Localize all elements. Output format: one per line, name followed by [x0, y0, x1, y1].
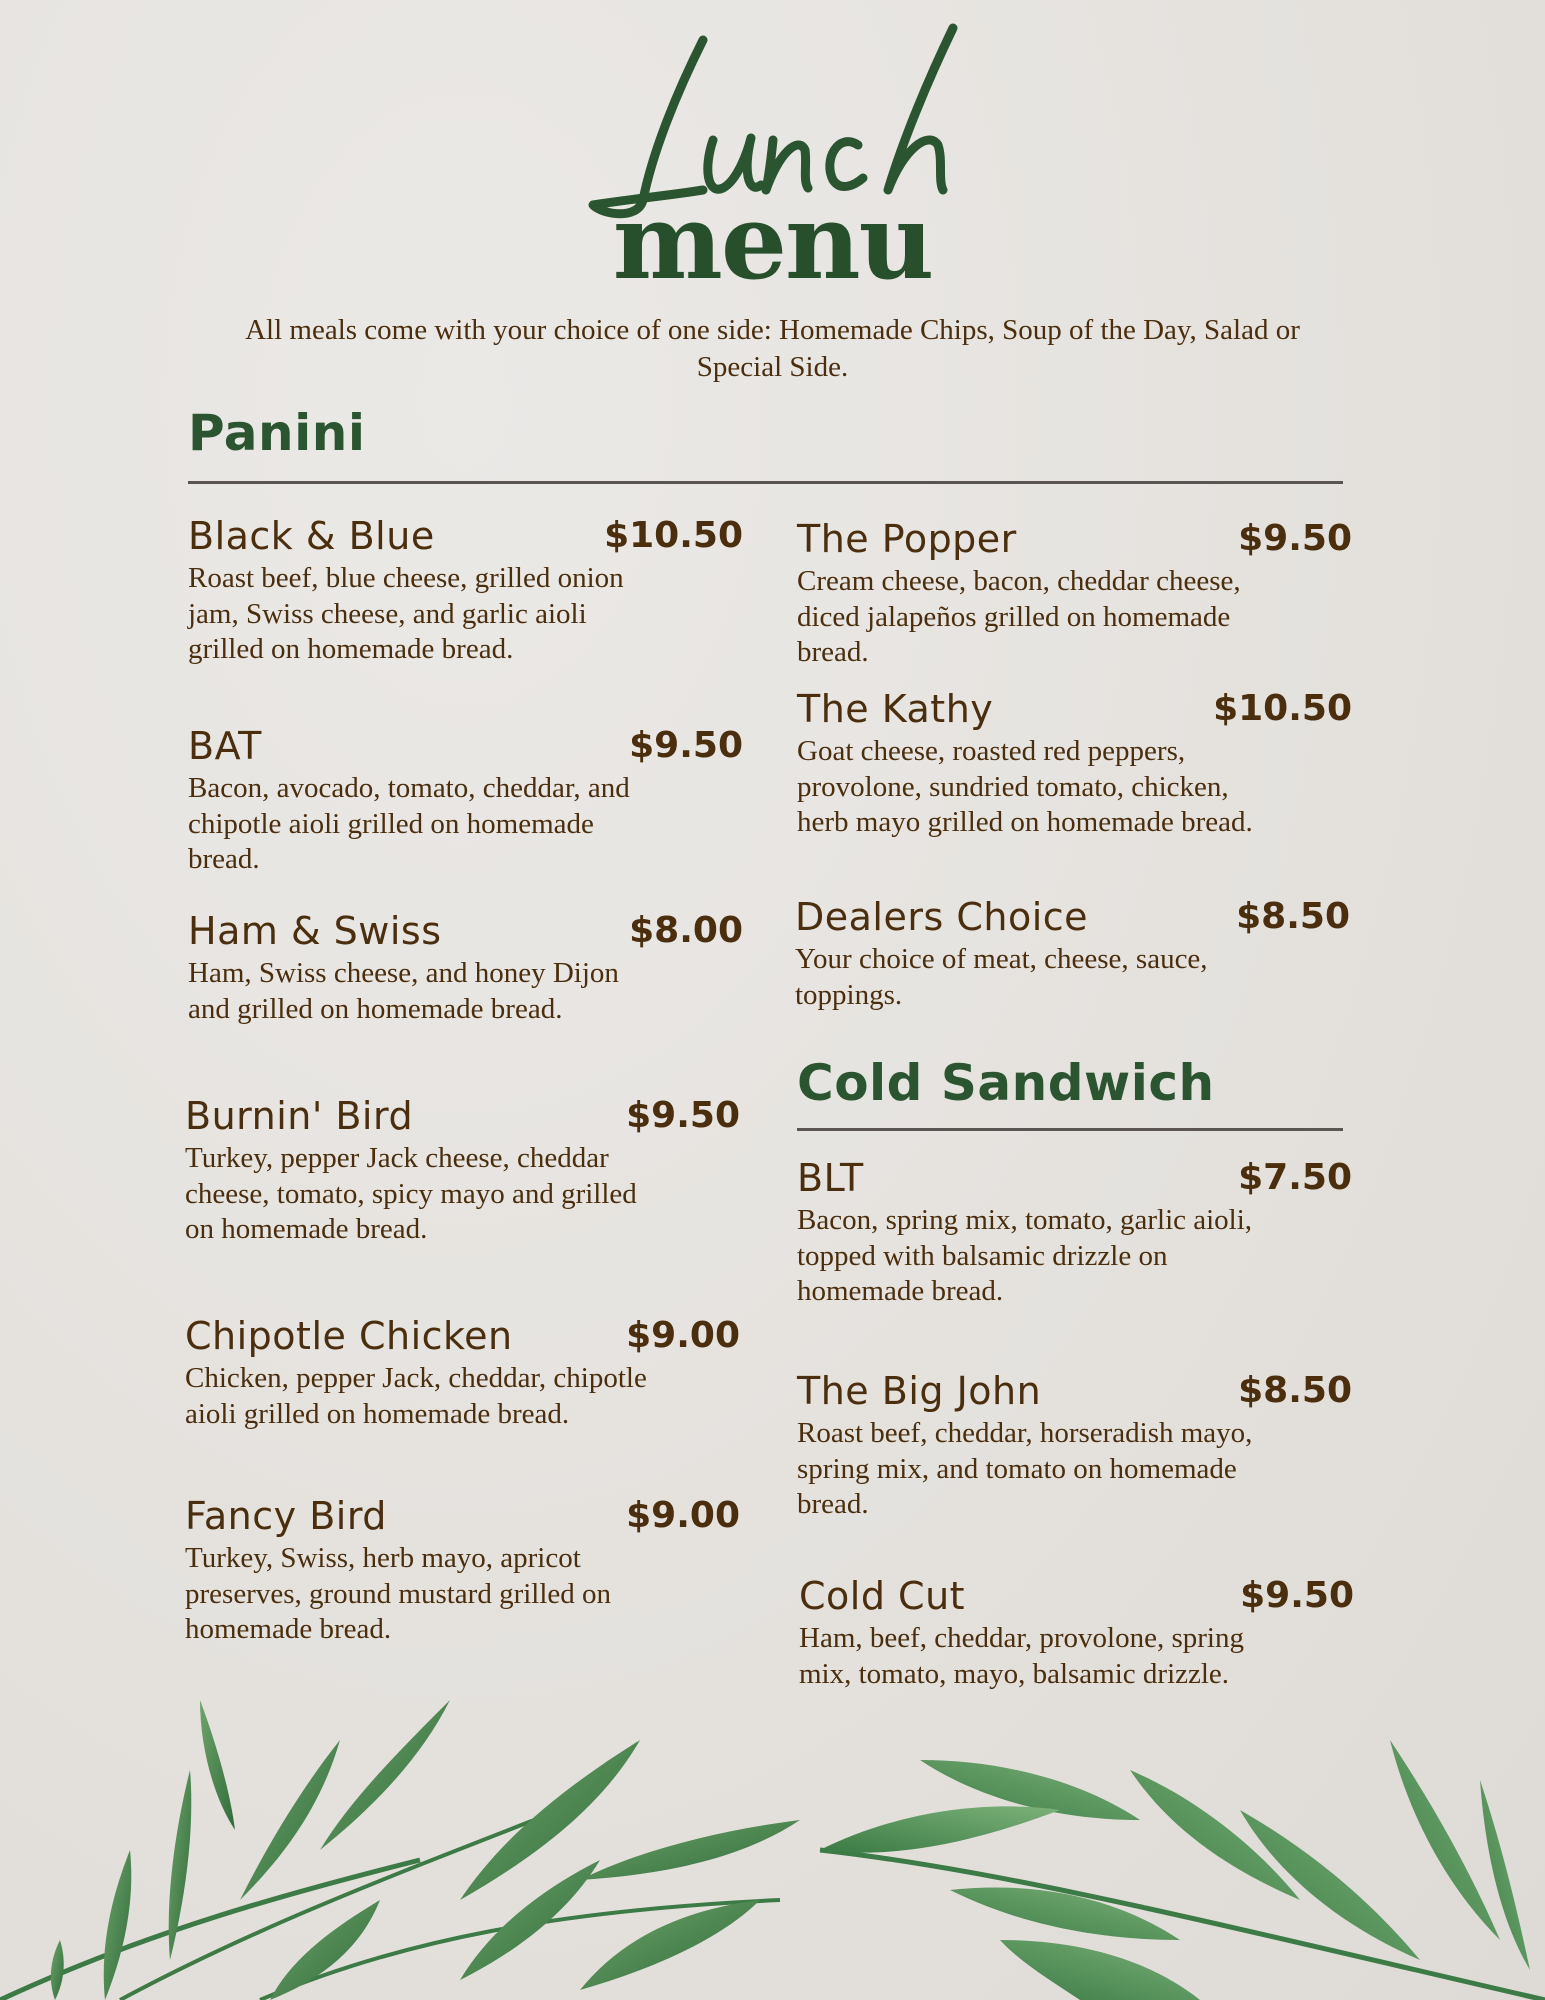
leaf	[580, 1820, 800, 1880]
item-price: $9.00	[626, 1495, 740, 1536]
leaf	[104, 1850, 132, 2000]
leaf	[240, 1740, 340, 1900]
item-price: $8.50	[1238, 1370, 1352, 1411]
leaves-illustration	[0, 1700, 1545, 2000]
item-name: Black & Blue	[188, 514, 435, 558]
cold-sandwich-divider	[797, 1128, 1343, 1131]
item-description: Bacon, avocado, tomato, cheddar, and chipotle aioli grilled on homemade bread.	[188, 772, 630, 875]
menu-item	[797, 1155, 1352, 1310]
menu-item	[188, 908, 743, 1027]
menu-item	[188, 513, 743, 668]
menu-item	[797, 1368, 1352, 1523]
leaf	[270, 1900, 380, 2000]
sides-note: All meals come with your choice of one side: Homemade Chips, Soup of the Day, Salad or Special Side.	[245, 314, 1300, 383]
item-description: Goat cheese, roasted red peppers, provolone, sundried tomato, chicken, herb mayo grilled on homemade bread.	[797, 735, 1253, 838]
menu-item	[797, 516, 1352, 671]
item-price: $7.50	[1238, 1157, 1352, 1198]
item-description: Turkey, Swiss, herb mayo, apricot preserves, ground mustard grilled on homemade bread.	[185, 1542, 612, 1645]
item-name: BLT	[797, 1156, 864, 1200]
item-description: Ham, beef, cheddar, provolone, spring mix, tomato, mayo, balsamic drizzle.	[799, 1622, 1244, 1690]
leaf	[820, 1806, 1060, 1852]
item-description: Roast beef, cheddar, horseradish mayo, spring mix, and tomato on homemade bread.	[797, 1417, 1253, 1520]
leaf	[51, 1940, 64, 2000]
leaf-stem	[820, 1850, 1545, 2000]
item-price: $9.50	[1240, 1575, 1354, 1616]
item-description: Roast beef, blue cheese, grilled onion jam, Swiss cheese, and garlic aioli grilled on homemade bread.	[188, 562, 624, 665]
item-name: Fancy Bird	[185, 1494, 387, 1538]
cold-sandwich-heading: Cold Sandwich	[797, 1054, 1215, 1112]
item-price: $9.50	[629, 725, 743, 766]
item-name: The Kathy	[797, 687, 994, 731]
menu-title: menu	[612, 180, 933, 303]
leaf	[320, 1700, 450, 1850]
item-description: Turkey, pepper Jack cheese, cheddar cheese, tomato, spicy mayo and grilled on homemade bread.	[185, 1142, 637, 1245]
menu-item	[185, 1093, 740, 1248]
item-name: Chipotle Chicken	[185, 1314, 513, 1358]
menu-item	[188, 723, 743, 878]
leaf	[1390, 1740, 1500, 1940]
menu-item	[185, 1493, 740, 1648]
item-price: $10.50	[604, 515, 743, 556]
menu-item	[185, 1313, 740, 1432]
item-name: BAT	[188, 724, 262, 768]
item-price: $10.50	[1213, 688, 1352, 729]
item-price: $8.50	[1236, 896, 1350, 937]
item-description: Ham, Swiss cheese, and honey Dijon and grilled on homemade bread.	[188, 957, 619, 1025]
item-price: $9.50	[626, 1095, 740, 1136]
leaf	[1000, 1940, 1200, 2000]
item-name: Burnin' Bird	[185, 1094, 414, 1138]
panini-divider	[188, 481, 1343, 484]
item-description: Cream cheese, bacon, cheddar cheese, diced jalapeños grilled on homemade bread.	[797, 565, 1241, 668]
item-name: Cold Cut	[799, 1574, 966, 1618]
panini-heading: Panini	[188, 404, 366, 462]
leaf	[169, 1770, 192, 1960]
item-description: Bacon, spring mix, tomato, garlic aioli, topped with balsamic drizzle on homemade bread.	[797, 1204, 1253, 1307]
item-description: Your choice of meat, cheese, sauce, toppings.	[795, 943, 1208, 1011]
leaf	[950, 1887, 1180, 1940]
item-name: Dealers Choice	[795, 895, 1089, 939]
leaf	[200, 1700, 235, 1830]
item-price: $9.00	[626, 1315, 740, 1356]
item-price: $9.50	[1238, 518, 1352, 559]
menu-item	[799, 1573, 1354, 1692]
menu-item	[797, 686, 1352, 841]
item-price: $8.00	[629, 910, 743, 951]
item-name: Ham & Swiss	[188, 909, 442, 953]
item-description: Chicken, pepper Jack, cheddar, chipotle aioli grilled on homemade bread.	[185, 1362, 647, 1430]
item-name: The Popper	[797, 517, 1017, 561]
leaf	[1480, 1780, 1530, 1970]
menu-item	[795, 894, 1350, 1013]
item-name: The Big John	[797, 1369, 1042, 1413]
